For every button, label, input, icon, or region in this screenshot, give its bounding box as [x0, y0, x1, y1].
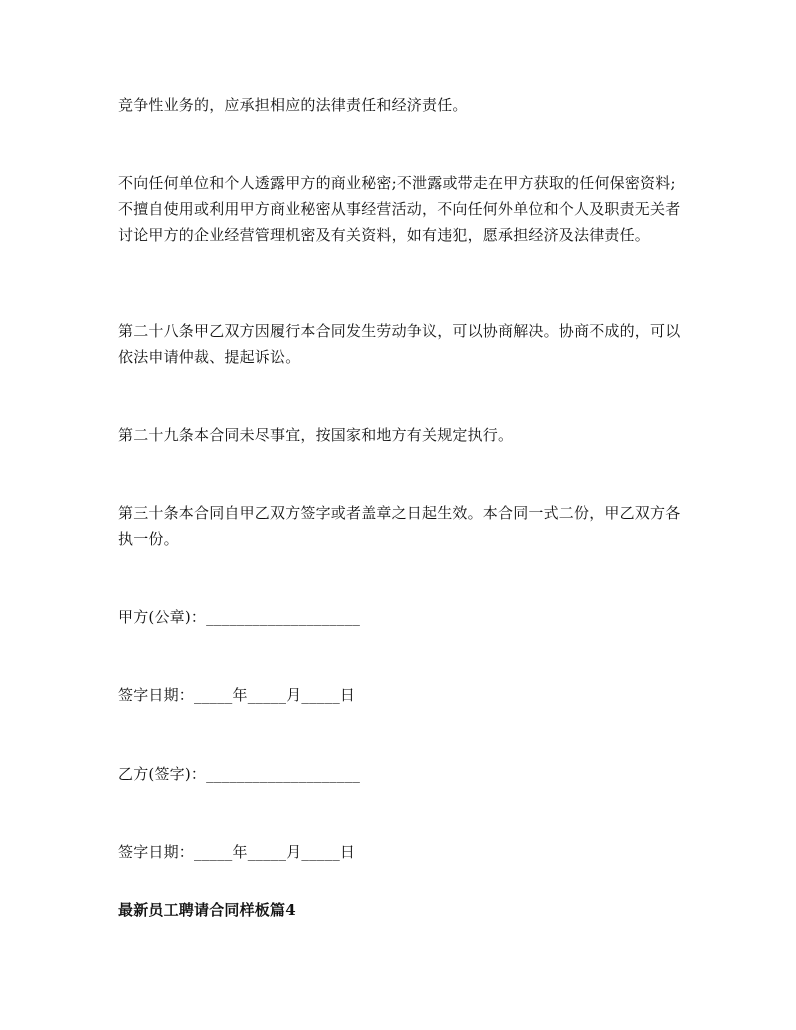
paragraph-confidentiality-clause: 不向任何单位和个人透露甲方的商业秘密;不泄露或带走在甲方获取的任何保密资料;不擅自使用或利用甲方商业秘密从事经营活动，不向任何外单位和个人及职责无关者讨论甲方的企业经营管理机密及有关资料，如有违犯，愿承担经济及法律责任。	[118, 174, 681, 244]
paragraph-article-28: 第二十八条甲乙双方因履行本合同发生劳动争议，可以协商解决。协商不成的，可以依法申请仲裁、提起诉讼。	[118, 322, 681, 366]
party-b-signature-line: 乙方(签字)：____________________	[118, 765, 361, 783]
section-heading: 最新员工聘请合同样板篇4	[118, 901, 296, 919]
party-b-sign-date-line: 签字日期：_____年_____月_____日	[118, 843, 356, 861]
party-a-seal-line: 甲方(公章)：____________________	[118, 608, 361, 626]
paragraph-article-30: 第三十条本合同自甲乙双方签字或者盖章之日起生效。本合同一式二份，甲乙双方各执一份。	[118, 504, 681, 548]
paragraph-article-29: 第二十九条本合同未尽事宜，按国家和地方有关规定执行。	[118, 426, 514, 444]
paragraph-competitive-business-liability: 竞争性业务的，应承担相应的法律责任和经济责任。	[118, 96, 468, 114]
party-a-sign-date-line: 签字日期：_____年_____月_____日	[118, 686, 356, 704]
